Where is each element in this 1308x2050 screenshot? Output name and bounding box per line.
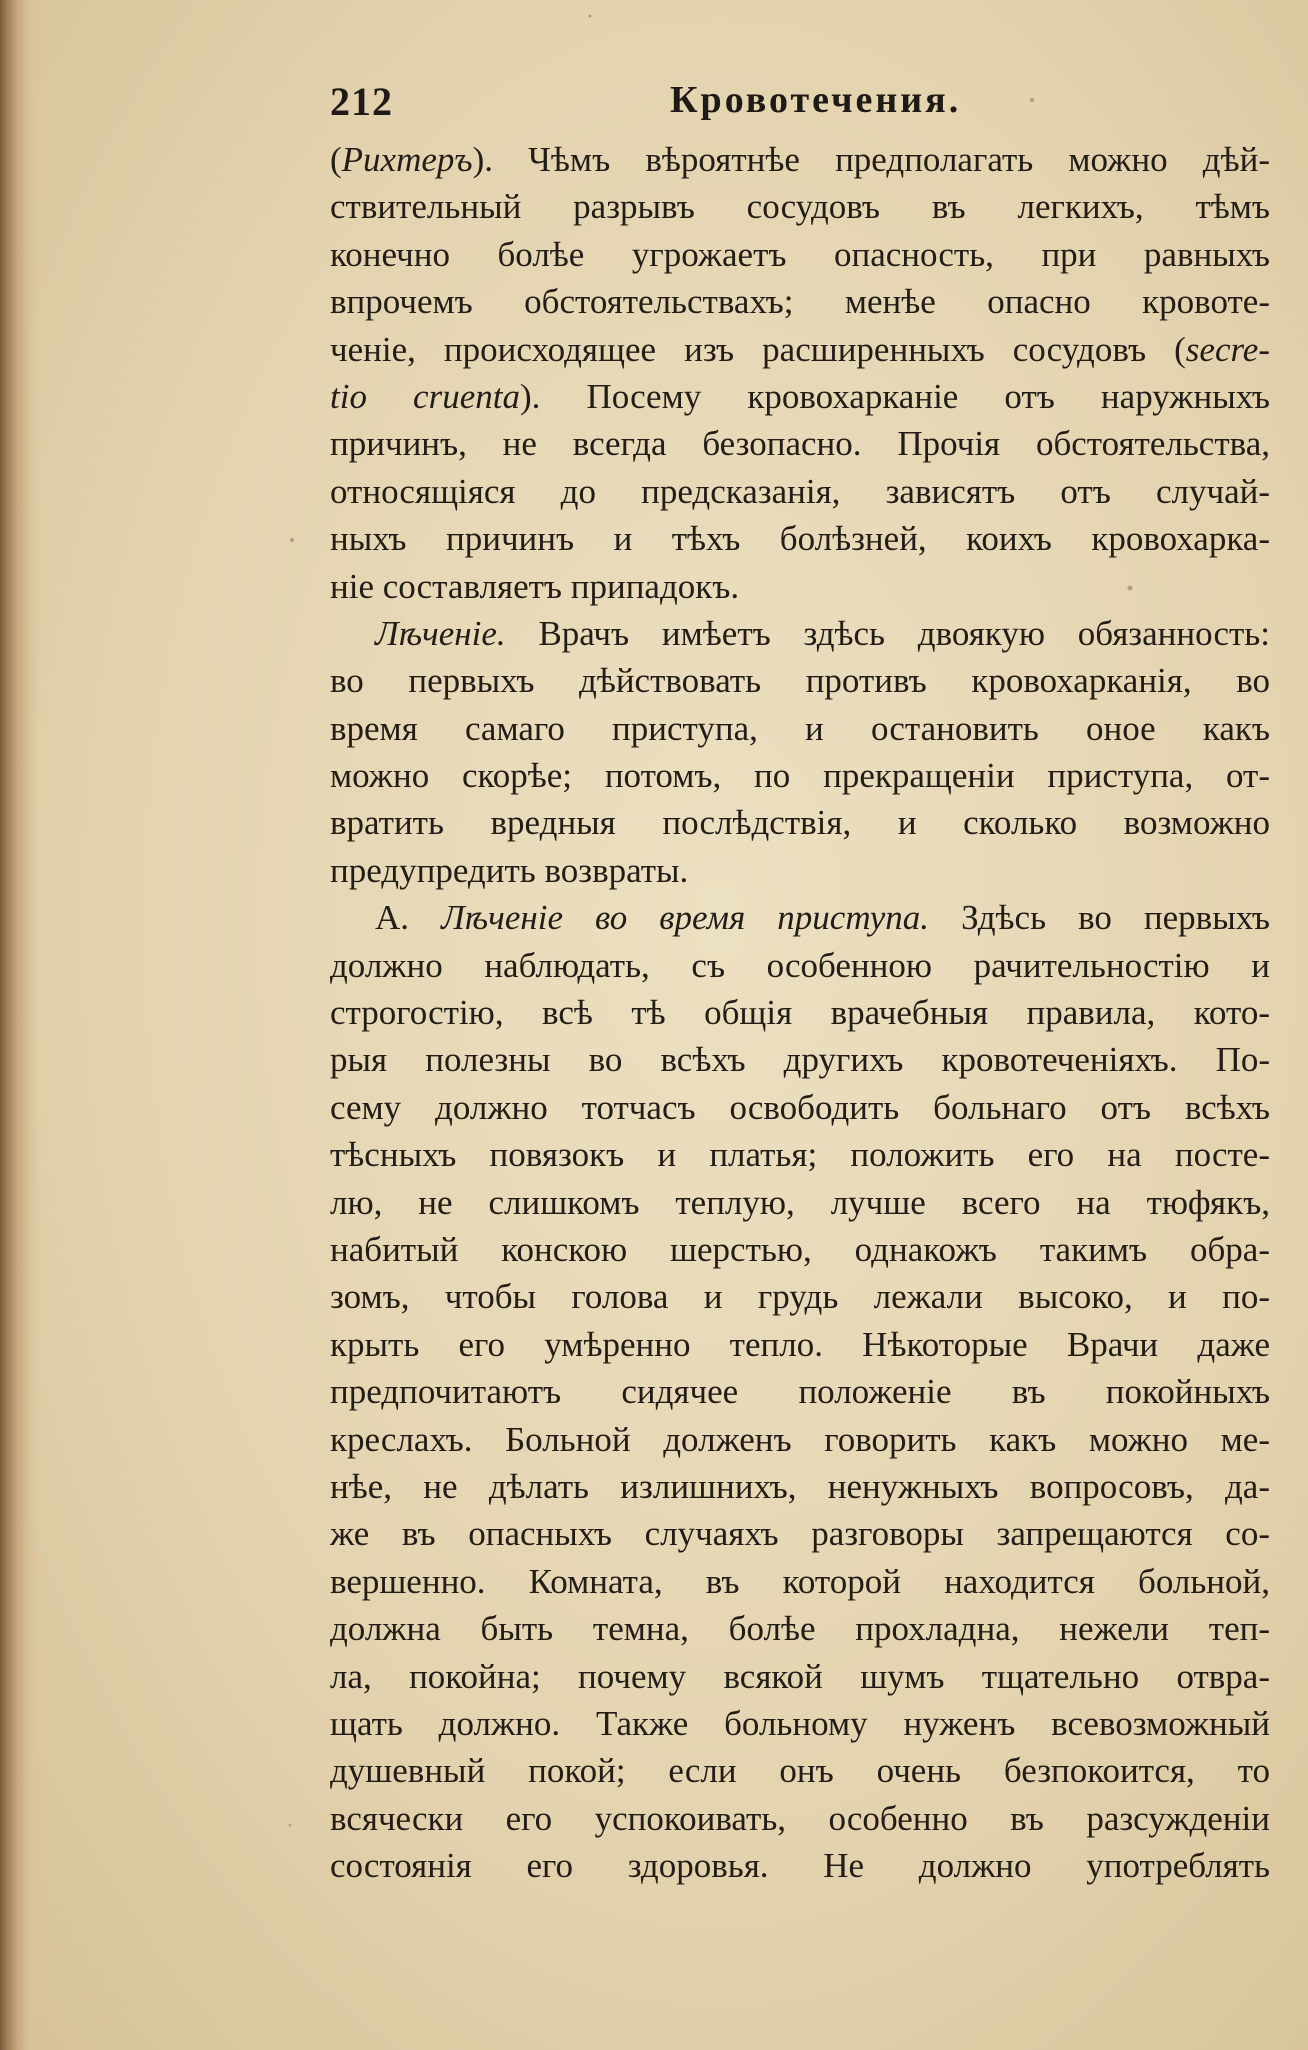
text-span: ченіе, происходящее изъ расширенныхъ сосудовъ ( (330, 329, 1186, 369)
text-span: же въ опасныхъ случаяхъ разговоры запрещаются со- (330, 1514, 1270, 1554)
text-span: ла, покойна; почему всякой шумъ тщательно отвра- (330, 1656, 1270, 1696)
text-span: крыть его умѣренно тепло. Нѣкоторые Врачи даже (330, 1324, 1270, 1364)
page-number: 212 (330, 79, 393, 124)
text-span: Врачъ имѣетъ здѣсь двоякую обязанность: (505, 613, 1270, 653)
italic-text-span: Рихтеръ (341, 140, 473, 179)
text-span: Здѣсь во первыхъ (929, 898, 1270, 938)
text-span: щать должно. Также больному нуженъ всевозможный (330, 1703, 1270, 1743)
text-span: время самаго приступа, и остановить оное какъ (330, 708, 1270, 748)
text-span: ствительный разрывъ сосудовъ въ легкихъ, тѣмъ (330, 187, 1270, 227)
text-span: ( (330, 140, 342, 179)
text-span: рыя полезны во всѣхъ другихъ кровотеченіяхъ. По- (330, 1040, 1270, 1080)
italic-text-span: tio cruenta (330, 376, 520, 416)
text-span: конечно болѣе угрожаетъ опасность, при равныхъ (330, 234, 1270, 274)
text-span: вершенно. Комната, въ которой находится больной, (330, 1561, 1270, 1601)
text-span: можно скорѣе; потомъ, по прекращеніи приступа, от- (330, 756, 1270, 796)
text-span: ныхъ причинъ и тѣхъ болѣзней, коихъ кровохарка- (330, 519, 1270, 559)
text-span: впрочемъ обстоятельствахъ; менѣе опасно кровоте- (330, 282, 1270, 322)
text-span: лю, не слишкомъ теплую, лучше всего на тюфякъ, (330, 1182, 1270, 1222)
text-span: предпочитаютъ сидячее положеніе въ покойныхъ (330, 1372, 1270, 1412)
text-span: во первыхъ дѣйствовать противъ кровохарканія, во (330, 661, 1270, 701)
text-span: предупредить возвраты. (330, 850, 689, 890)
text-span: зомъ, чтобы голова и грудь лежали высоко, и по- (330, 1277, 1270, 1317)
text-span: душевный покой; если онъ очень безпокоится, то (330, 1751, 1270, 1791)
text-span: должна быть темна, болѣе прохладна, нежели теп- (330, 1609, 1270, 1649)
text-span: ніе составляетъ припадокъ. (330, 566, 740, 606)
text-span: вратить вредныя послѣдствія, и сколько возможно (330, 803, 1270, 843)
text-span: состоянія его здоровья. Не должно употреблять (330, 1846, 1270, 1886)
italic-text-span: Лѣченіе. (375, 613, 506, 653)
text-span: А. (375, 898, 442, 938)
italic-text-span: Лѣченіе во время приступа. (441, 898, 930, 938)
text-span: ). Посему кровохарканіе отъ наружныхъ (519, 376, 1270, 416)
italic-text-span: secre- (1185, 329, 1270, 369)
text-span: нѣе, не дѣлать излишнихъ, ненужныхъ вопросовъ, да- (330, 1466, 1270, 1506)
text-span: ). Чѣмъ вѣроятнѣе предполагать можно дѣй- (472, 140, 1270, 179)
text-span: относящіяся до предсказанія, зависятъ отъ случай- (330, 471, 1270, 511)
running-title: Кровотечения. (670, 79, 962, 121)
text-span: сему должно тотчасъ освободить больнаго отъ всѣхъ (330, 1087, 1270, 1127)
text-span: причинъ, не всегда безопасно. Прочія обстоятельства, (330, 424, 1270, 464)
text-span: набитый конскою шерстью, однакожъ такимъ обра- (330, 1229, 1270, 1269)
text-span: всячески его успокоивать, особенно въ разсужденіи (330, 1798, 1270, 1838)
text-span: креслахъ. Больной долженъ говорить какъ можно ме- (330, 1419, 1270, 1459)
text-span: должно наблюдать, съ особенною рачительностію и (330, 945, 1270, 985)
text-span: строгостію, всѣ тѣ общія врачебныя правила, кото- (330, 993, 1270, 1033)
text-span: тѣсныхъ повязокъ и платья; положить его на посте- (330, 1135, 1270, 1175)
